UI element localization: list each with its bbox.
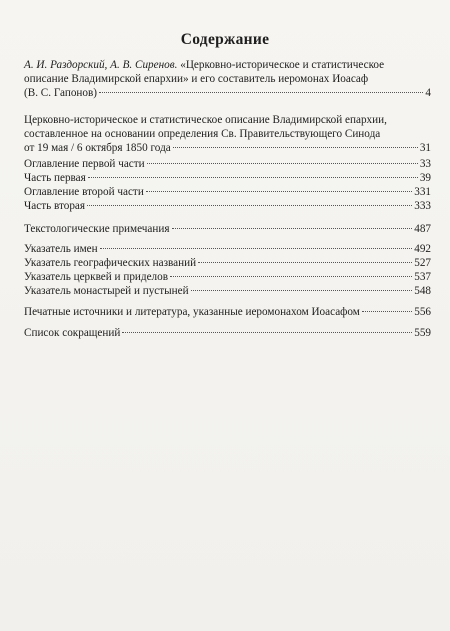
toc-entry-row	[24, 222, 431, 236]
toc-entry-line: составленное на основании определения Св. Правительствующего Синода	[24, 128, 381, 141]
dot-leader	[147, 163, 418, 164]
toc-entry-text: от 19 мая / 6 октября 1850 года	[24, 142, 171, 155]
toc-page-number: 39	[419, 172, 431, 184]
toc-entry-text: Оглавление первой части	[24, 158, 145, 170]
dot-leader	[172, 228, 413, 229]
toc-page-number: 331	[414, 186, 431, 198]
toc-entry-index-churches	[24, 270, 431, 284]
dot-leader	[170, 276, 412, 277]
dot-leader	[100, 248, 413, 249]
toc-entry-part2	[24, 199, 431, 213]
dot-leader	[122, 332, 412, 333]
toc-entry-text: Список сокращений	[24, 327, 121, 339]
toc-entry-text: Текстологические примечания	[24, 223, 170, 235]
toc-entry-text: Указатель имен	[24, 243, 98, 255]
dot-leader	[146, 191, 412, 192]
toc-page-number: 487	[414, 223, 431, 235]
toc-page-number: 556	[414, 306, 431, 318]
dot-leader	[173, 147, 418, 148]
toc-page-number: 31	[419, 142, 431, 155]
toc-entry-row	[24, 171, 431, 185]
toc-entry-text: Оглавление второй части	[24, 186, 144, 198]
toc-entry-line: описание Владимирской епархии» и его составитель иеромонах Иоасаф	[24, 73, 369, 86]
toc-entry-row	[24, 141, 431, 155]
toc-entry-row	[24, 185, 431, 199]
toc-entry-contents-part1	[24, 157, 431, 171]
toc-page-number: 333	[414, 200, 431, 212]
toc-entry-index-geo	[24, 256, 431, 270]
toc-entry-row	[24, 305, 431, 319]
toc-entry-text: Печатные источники и литература, указанные иеромонахом Иоасафом	[24, 306, 360, 318]
dot-leader	[198, 262, 412, 263]
toc-entry-part1	[24, 171, 431, 185]
toc-page-number: 4	[425, 87, 431, 100]
toc-entry-row	[24, 157, 431, 171]
page-title: Содержание	[180, 31, 270, 48]
toc-entry-text: Указатель монастырей и пустыней	[24, 285, 189, 297]
toc-entry-row	[24, 284, 431, 298]
dot-leader	[362, 311, 412, 312]
toc-entry-text: (В. С. Гапонов)	[24, 87, 98, 100]
toc-entry-row	[24, 326, 431, 340]
toc-page-number: 537	[414, 271, 431, 283]
dot-leader	[191, 290, 413, 291]
toc-entry-row	[24, 256, 431, 270]
toc-entry-contents-part2	[24, 185, 431, 199]
toc-entry-text: Указатель географических названий	[24, 257, 197, 269]
toc-entry-index-names	[24, 242, 431, 256]
toc-page-number: 527	[414, 257, 431, 269]
toc-page-number: 548	[414, 285, 431, 297]
toc-entry-text: Указатель церквей и приделов	[24, 271, 169, 283]
toc-entry-description	[24, 113, 431, 156]
toc-entry-row	[24, 270, 431, 284]
toc-entry-line	[24, 58, 431, 72]
toc-entry-text: Часть вторая	[24, 200, 86, 212]
toc-page-number: 33	[419, 158, 431, 170]
toc-entry-abbreviations	[24, 326, 431, 340]
toc-entry-line: Церковно-историческое и статистическое описание Владимирской епархии,	[24, 114, 387, 126]
toc-entry-sources	[24, 305, 431, 319]
toc-entry-text: Часть первая	[24, 172, 86, 184]
dot-leader	[99, 92, 423, 93]
toc-entry-textual-notes	[24, 222, 431, 236]
toc-page-number: 492	[414, 243, 431, 255]
dot-leader	[88, 177, 418, 178]
toc-entry-author: А. И. Раздорский, А. В. Сиренов.	[24, 59, 178, 71]
toc-entry-row	[24, 242, 431, 256]
toc-entry-index-monasteries	[24, 284, 431, 298]
toc-entry-row	[24, 199, 431, 213]
dot-leader	[87, 205, 412, 206]
toc-entry-intro	[24, 58, 431, 101]
toc-page-number: 559	[414, 327, 431, 339]
toc-entry-row	[24, 86, 431, 100]
toc-entry-text: «Церковно-историческое и статистическое	[180, 59, 385, 71]
